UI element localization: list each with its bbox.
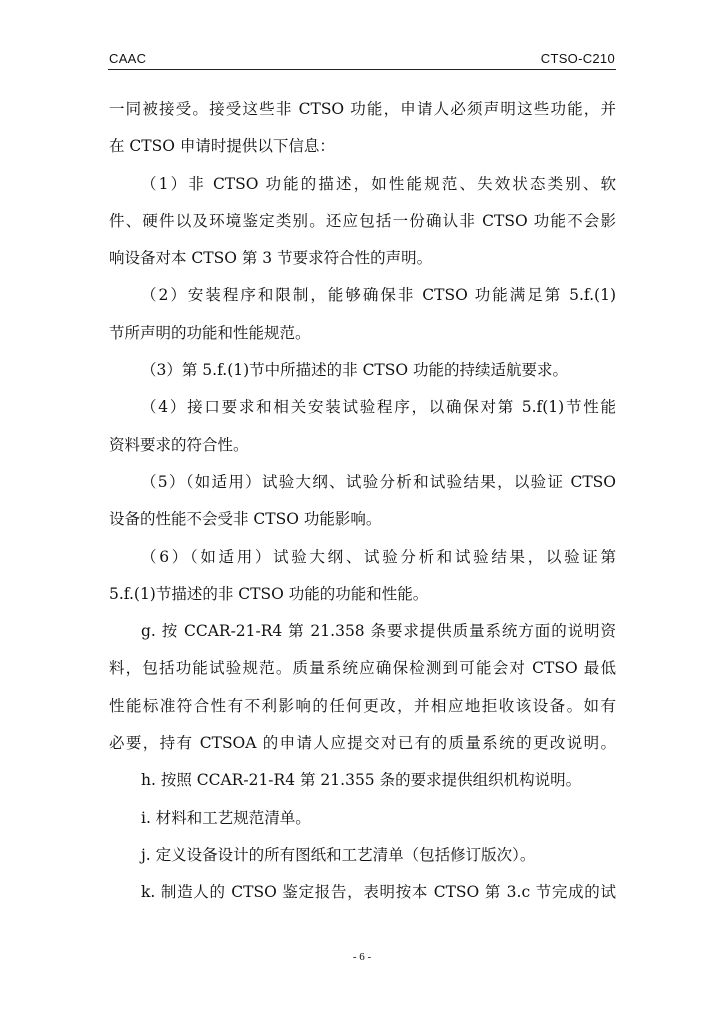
text-line: 资料要求的符合性。 — [109, 435, 249, 454]
page-number: - 6 - — [352, 951, 372, 963]
text-line: 必要，持有 CTSOA 的申请人应提交对已有的质量系统的更改说明。 — [109, 734, 616, 753]
text-line: h. 按照 CCAR-21-R4 第 21.355 条的要求提供组织机构说明。 — [141, 771, 582, 790]
header-divider — [108, 69, 616, 70]
text-line: g. 按 CCAR-21-R4 第 21.358 条要求提供质量系统方面的说明资 — [141, 622, 616, 641]
text-line: 料，包括功能试验规范。质量系统应确保检测到可能会对 CTSO 最低 — [109, 659, 616, 678]
text-line: （1）非 CTSO 功能的描述，如性能规范、失效状态类别、软 — [141, 174, 616, 193]
text-line: （4）接口要求和相关安装试验程序，以确保对第 5.f(1)节性能 — [141, 398, 616, 417]
text-line: 在 CTSO 申请时提供以下信息： — [109, 137, 335, 156]
text-line: （2）安装程序和限制，能够确保非 CTSO 功能满足第 5.f.(1) — [141, 286, 616, 305]
text-line: 件、硬件以及环境鉴定类别。还应包括一份确认非 CTSO 功能不会影 — [109, 211, 616, 230]
text-line: 响设备对本 CTSO 第 3 节要求符合性的声明。 — [109, 249, 433, 268]
text-line: 一同被接受。接受这些非 CTSO 功能，申请人必须声明这些功能，并 — [109, 100, 616, 118]
header-right-label: CTSO-C210 — [540, 51, 615, 66]
header-left-label: CAAC — [109, 51, 147, 66]
text-line: j. 定义设备设计的所有图纸和工艺清单（包括修订版次）。 — [141, 845, 536, 864]
text-line: i. 材料和工艺规范清单。 — [141, 808, 311, 827]
text-line: （3）第 5.f.(1)节中所描述的非 CTSO 功能的持续适航要求。 — [141, 361, 569, 380]
text-line: 设备的性能不会受非 CTSO 功能影响。 — [109, 510, 382, 529]
text-line: 5.f.(1)节描述的非 CTSO 功能的功能和性能。 — [109, 584, 429, 603]
text-line: （6）（如适用）试验大纲、试验分析和试验结果，以验证第 — [141, 547, 616, 566]
text-line: （5）（如适用）试验大纲、试验分析和试验结果，以验证 CTSO — [141, 472, 616, 491]
text-line: k. 制造人的 CTSO 鉴定报告，表明按本 CTSO 第 3.c 节完成的试 — [141, 883, 616, 902]
body-text — [109, 91, 616, 912]
text-line: 性能标准符合性有不利影响的任何更改，并相应地拒收该设备。如有 — [109, 696, 616, 715]
text-line: 节所声明的功能和性能规范。 — [109, 323, 311, 342]
